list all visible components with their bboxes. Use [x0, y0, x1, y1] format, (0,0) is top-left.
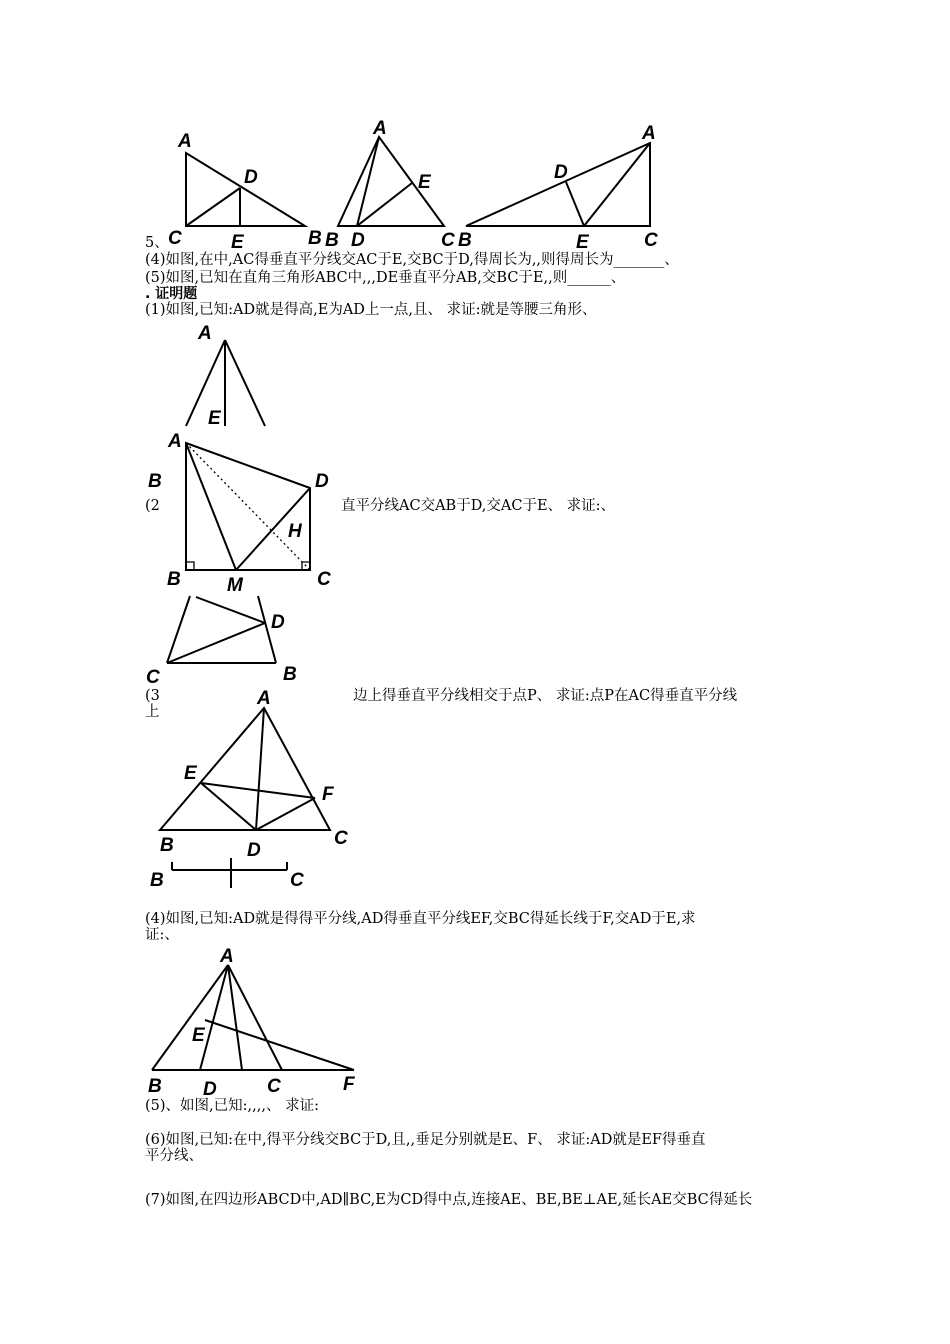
- label-a: A: [168, 431, 182, 452]
- label-b-left: B: [148, 471, 162, 492]
- label-a: A: [220, 946, 234, 967]
- label-e: E: [418, 172, 431, 193]
- triangle-acb: [186, 153, 305, 226]
- label-e: E: [231, 232, 244, 253]
- label-c: C: [441, 230, 455, 251]
- proof-3-right: 边上得垂直平分线相交于点P、 求证:点P在AC得垂直平分线: [353, 688, 738, 704]
- question-5-prefix: 5、: [145, 235, 169, 251]
- label-c: C: [317, 569, 331, 590]
- triangle-bca: [466, 143, 650, 226]
- segment-ab: [152, 965, 228, 1070]
- figure-fragment-bc: [145, 852, 315, 892]
- figure-quadrilateral-abcd: [160, 425, 350, 600]
- label-a: A: [257, 688, 271, 709]
- segment-ad: [256, 708, 264, 830]
- segment-ad: [357, 137, 379, 226]
- label-b: B: [167, 569, 181, 590]
- label-a: A: [178, 131, 192, 152]
- right-angle-b: [186, 562, 194, 570]
- proof-7-text: (7)如图,在四边形ABCD中,AD∥BC,E为CD得中点,连接AE、BE,BE⊥AE,延长AE交BC得延长: [145, 1192, 753, 1208]
- figure-triangle-2: [320, 115, 470, 250]
- segment-top-d: [196, 597, 265, 623]
- proof-6-line-1: (6)如图,已知:在中,得平分线交BC于D,且,,垂足分别就是E、F、 求证:AD就是EF得垂直: [145, 1132, 706, 1148]
- figure-isosceles-partial: [175, 318, 285, 430]
- segment-df: [256, 798, 315, 830]
- label-d: D: [351, 230, 365, 251]
- proof-3-left-2: 上: [145, 704, 160, 720]
- proof-5-text: (5)、如图,已知:,,,,、 求证:: [145, 1098, 319, 1114]
- label-c: C: [146, 667, 160, 688]
- figure-triangle-1: [150, 120, 340, 253]
- label-c: C: [267, 1076, 281, 1097]
- segment-cd: [167, 623, 265, 663]
- label-b: B: [458, 230, 472, 251]
- label-f: F: [343, 1074, 355, 1095]
- diagonal-ac: [186, 443, 310, 570]
- label-b: B: [150, 870, 164, 891]
- proof-1-text: (1)如图,已知:AD就是得高,E为AD上一点,且、 求证:就是等腰三角形、: [145, 302, 597, 318]
- label-b: B: [160, 835, 174, 856]
- segment-cd: [186, 188, 240, 226]
- label-d: D: [554, 162, 568, 183]
- label-m: M: [227, 575, 243, 596]
- segment-de: [566, 182, 584, 226]
- proof-3-left: (3: [145, 688, 160, 704]
- proof-4-line-2: 证:、: [145, 927, 179, 943]
- segment-ad: [200, 965, 228, 1070]
- figure-triangle-bf: [145, 940, 365, 1100]
- label-h: H: [288, 521, 302, 542]
- label-d: D: [271, 612, 285, 633]
- question-4-text: (4)如图,在中,AC得垂直平分线交AC于E,交BC于D,得周长为,,则得周长为_______、: [145, 252, 679, 268]
- label-e: E: [208, 408, 221, 429]
- figure-triangle-abc-ef: [150, 685, 360, 860]
- label-e: E: [192, 1025, 205, 1046]
- label-b: B: [148, 1076, 162, 1097]
- question-5-text: (5)如图,已知在直角三角形ABC中,,,DE垂直平分AB,交BC于E,,则______、: [145, 270, 626, 286]
- label-d: D: [247, 840, 261, 861]
- section-title: . 证明题: [145, 286, 198, 302]
- segment-ac: [228, 965, 282, 1070]
- segment-ac: [225, 340, 265, 426]
- segment-left-side: [167, 596, 190, 663]
- proof-4-line-1: (4)如图,已知:AD就是得得平分线,AD得垂直平分线EF,交BC得延长线于F,交AD于E,求: [145, 911, 696, 927]
- label-e: E: [576, 232, 589, 253]
- proof-2-left: (2: [145, 498, 160, 514]
- label-b: B: [325, 230, 339, 251]
- proof-6-line-2: 平分线、: [145, 1148, 203, 1164]
- segment-ef: [205, 1020, 354, 1070]
- label-b: B: [308, 228, 322, 249]
- label-c: C: [168, 228, 182, 249]
- label-b: B: [283, 664, 297, 685]
- figure-triangle-cdb: [140, 588, 310, 688]
- label-c: C: [334, 828, 348, 849]
- segment-ea: [584, 143, 650, 226]
- label-d: D: [315, 471, 329, 492]
- figure-left-label: [145, 465, 165, 490]
- label-a: A: [373, 118, 387, 139]
- segment-am: [186, 443, 236, 570]
- proof-2-right: 直平分线AC交AB于D,交AC于E、 求证:、: [341, 498, 616, 514]
- label-d: D: [203, 1079, 217, 1100]
- label-a: A: [198, 323, 212, 344]
- label-a: A: [642, 123, 656, 144]
- figure-triangle-3: [455, 118, 675, 253]
- label-e: E: [184, 763, 197, 784]
- label-c: C: [644, 230, 658, 251]
- label-d: D: [244, 167, 258, 188]
- label-c: C: [290, 870, 304, 891]
- label-f: F: [322, 784, 334, 805]
